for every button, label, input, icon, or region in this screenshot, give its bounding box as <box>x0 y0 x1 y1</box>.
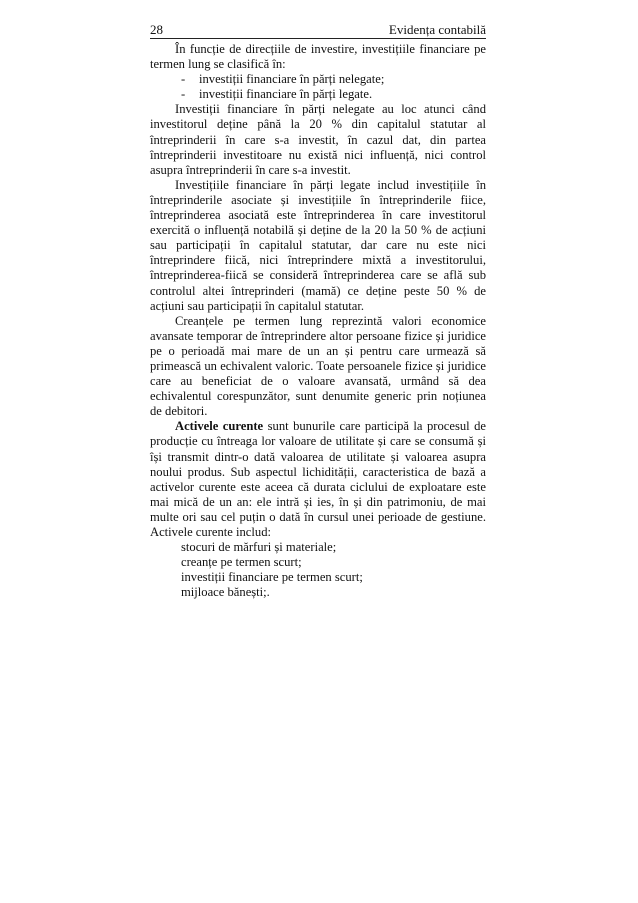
page-number: 28 <box>150 22 163 37</box>
list-item: creanțe pe termen scurt; <box>181 555 302 570</box>
paragraph-unrelated-parties: Investiții financiare în părți nelegate au loc atunci când investitorul deține până la 20 % din capitalul statutar al întreprinderii în care s-a investit, în cazul dat, din partea întreprinderii investitoare nu există nici influență, nici control asupra întreprinderii în care s-a investit. <box>150 102 486 177</box>
investment-types-list <box>150 72 486 102</box>
paragraph-investment-directions: În funcție de direcțiile de investire, investițiile financiare pe termen lung se clasifică în: <box>150 42 486 72</box>
list-item: - investiții financiare în părți nelegate; <box>181 72 486 87</box>
list-item: mijloace bănești;. <box>181 585 270 600</box>
current-assets-list <box>150 540 486 600</box>
paragraph-current-assets <box>150 419 486 540</box>
running-header <box>150 22 486 39</box>
list-item: stocuri de mărfuri și materiale; <box>181 540 337 555</box>
current-assets-definition: sunt bunurile care participă la procesul de producție cu întreaga lor valoare de utilitate și care se consumă și își transmit dintr-o dată valoarea de utilitate și valoarea asupra noului produs. Sub aspectul lichidității, caracteristica de bază a activelor curente este aceea că durata ciclului de exploatare este mai mică de un an: ele intră și ies, în și din patrimoniu, de mai multe ori sau cel puțin o dată în cursul unei perioade de gestiune. Activele curente includ: <box>150 419 486 539</box>
list-item: investiții financiare pe termen scurt; <box>181 570 363 585</box>
current-assets-term: Activele curente <box>175 419 264 434</box>
document-page <box>150 22 486 600</box>
paragraph-long-term-receivables: Creanțele pe termen lung reprezintă valori economice avansate temporar de întreprindere altor persoane fizice și juridice pe o perioadă mai mare de un an și pentru care urmează să primească un echivalent valoric. Toate persoanele fizice și juridice care au beneficiat de o valoare avansată, urmând să dea echivalentul corespunzător, sunt denumite generic prin noțiunea de debitori. <box>150 313 486 419</box>
page-body <box>150 42 486 600</box>
list-item: - investiții financiare în părți legate. <box>181 87 486 102</box>
running-title: Evidența contabilă <box>388 22 486 37</box>
paragraph-related-parties: Investițiile financiare în părți legate includ investițiile în întreprinderile asociate și investițiile în întreprinderile fiice, întreprinderea asociată este întreprinderea în care investitorul exercită o influență notabilă și deține de la 20 la 50 % de acțiuni sau participații în capitalul statutar, dar care nu este nici întreprindere fiică, nici întreprindere mixtă a investitorului, întreprinderea-fiică se consideră întreprinderea care se află sub controlul altei întreprinderi (mamă) ce deține peste 50 % de acțiuni sau participații în capitalul statutar. <box>150 177 486 313</box>
